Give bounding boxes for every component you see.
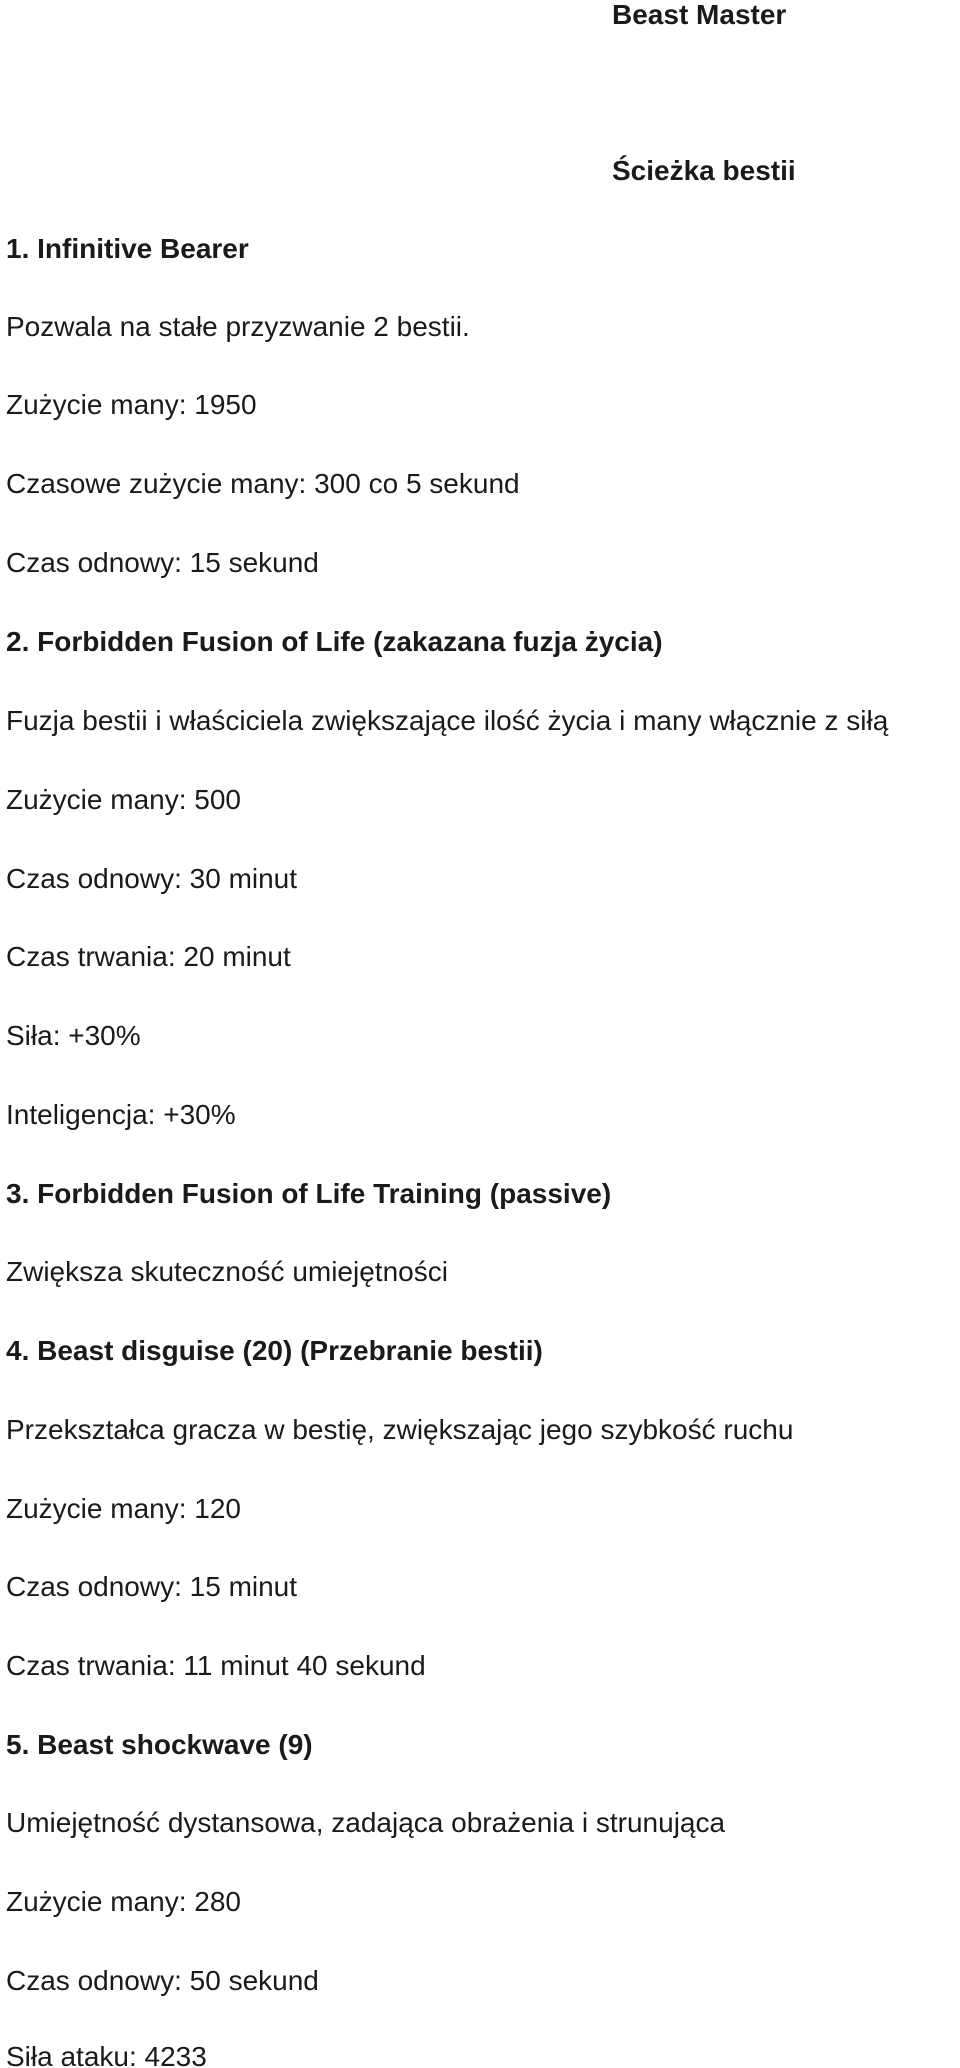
skill-2-mana-cost: Zużycie many: 500 — [6, 784, 241, 815]
skill-1-mana-upkeep: Czasowe zużycie many: 300 co 5 sekund — [6, 468, 520, 499]
section-heading: Ścieżka bestii — [612, 155, 796, 186]
skill-2-duration: Czas trwania: 20 minut — [6, 941, 291, 972]
skill-4-cooldown: Czas odnowy: 15 minut — [6, 1571, 298, 1602]
skill-2-intelligence: Inteligencja: +30% — [6, 1099, 236, 1130]
skill-5-heading: 5. Beast shockwave (9) — [6, 1729, 313, 1760]
skill-4-mana-cost: Zużycie many: 120 — [6, 1493, 241, 1524]
skill-5-attack-power: Siła ataku: 4233 — [6, 2041, 207, 2068]
skill-5-description: Umiejętność dystansowa, zadająca obrażenia i strunująca — [6, 1807, 726, 1838]
skill-1-mana-cost: Zużycie many: 1950 — [6, 389, 257, 420]
skill-1-heading: 1. Infinitive Bearer — [6, 233, 249, 264]
skill-4-description: Przekształca gracza w bestię, zwiększając jego szybkość ruchu — [6, 1414, 794, 1445]
skill-2-strength: Siła: +30% — [6, 1020, 141, 1051]
skill-3-description: Zwiększa skuteczność umiejętności — [6, 1256, 448, 1287]
document-title: Beast Master — [612, 0, 787, 30]
skill-5-mana-cost: Zużycie many: 280 — [6, 1886, 241, 1917]
skill-2-heading: 2. Forbidden Fusion of Life (zakazana fuzja życia) — [6, 626, 663, 657]
skill-2-cooldown: Czas odnowy: 30 minut — [6, 863, 298, 894]
skill-2-description: Fuzja bestii i właściciela zwiększające ilość życia i many włącznie z siłą — [6, 705, 889, 736]
skill-1-cooldown: Czas odnowy: 15 sekund — [6, 547, 319, 578]
skill-3-heading: 3. Forbidden Fusion of Life Training (passive) — [6, 1178, 612, 1209]
skill-5-cooldown: Czas odnowy: 50 sekund — [6, 1965, 319, 1996]
skill-4-heading: 4. Beast disguise (20) (Przebranie bestii) — [6, 1335, 543, 1366]
skill-1-description: Pozwala na stałe przyzwanie 2 bestii. — [6, 311, 470, 342]
skill-4-duration: Czas trwania: 11 minut 40 sekund — [6, 1650, 426, 1681]
